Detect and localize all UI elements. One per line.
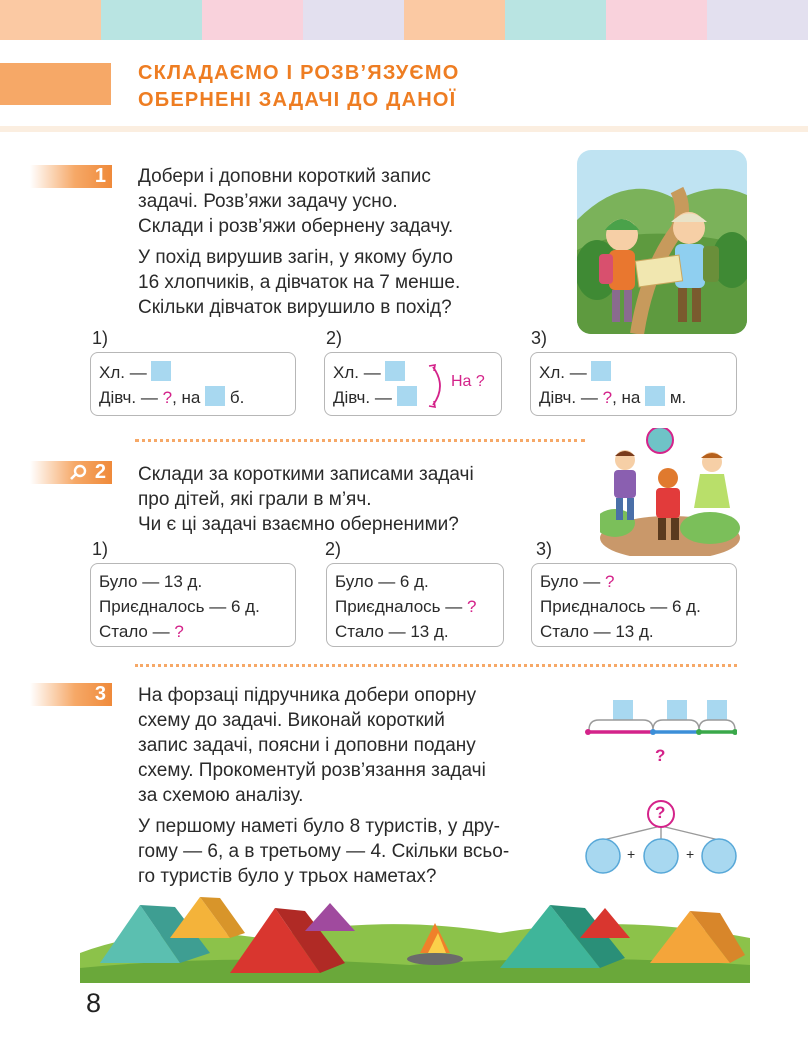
task-1-problem: 16 хлопчиків, а дівчаток на 7 менше. <box>138 272 461 293</box>
record-row: Було — 6 д. <box>335 572 429 591</box>
record-row: Було — 13 д. <box>99 572 203 591</box>
record-box-1 <box>90 563 296 647</box>
unit-label: б. <box>229 388 245 407</box>
analysis-tree-scheme <box>585 800 740 880</box>
girls-label: Дівч. — <box>99 388 158 407</box>
short-record-box-1 <box>90 352 296 416</box>
task-3-number: 3 <box>30 683 112 706</box>
dotted-divider <box>135 439 585 442</box>
record-box-3 <box>531 563 737 647</box>
unit-label: м. <box>669 388 687 407</box>
blank-square[interactable] <box>151 361 171 381</box>
task-3-problem: У першому наметі було 8 туристів, у дру- <box>138 816 500 837</box>
na-label: На <box>451 373 472 390</box>
header-tab <box>0 63 111 105</box>
stripe <box>101 0 202 40</box>
task-1-line: Добери і доповни короткий запис <box>138 166 431 187</box>
difference-note <box>451 373 485 391</box>
task-1-problem: Скільки дівчаток вирушило в похід? <box>138 297 452 318</box>
record-row: Приєдналось — 6 д. <box>540 597 701 616</box>
blank-circle[interactable] <box>702 839 736 873</box>
boys-label: Хл. — <box>333 363 381 382</box>
record-row: Стало — 13 д. <box>335 622 449 641</box>
blank-circle[interactable] <box>586 839 620 873</box>
task-1-text <box>138 164 460 320</box>
short-record-box-2 <box>324 352 502 416</box>
page-number: 8 <box>86 988 102 1018</box>
task-3-problem: го туристів було у трьох наметах? <box>138 866 437 887</box>
stripe <box>303 0 404 40</box>
task-3-problem: гому — 6, а в третьому — 4. Скільки всьо- <box>138 841 510 862</box>
comparison-arrow-icon <box>427 363 449 409</box>
stripe <box>707 0 808 40</box>
question-mark: ? <box>604 572 615 591</box>
task-3-line: за схемою аналізу. <box>138 785 304 806</box>
option-label: 1) <box>92 328 109 348</box>
segment-scheme <box>585 696 737 766</box>
stripe <box>0 0 101 40</box>
option-label: 3) <box>536 539 553 559</box>
na-label: , на <box>172 388 201 407</box>
blank-square[interactable] <box>645 386 665 406</box>
blank-circle[interactable] <box>644 839 678 873</box>
blank-square[interactable] <box>613 700 633 720</box>
task-2-line: про дітей, які грали в м’яч. <box>138 489 372 510</box>
task-1-line: задачі. Розв’яжи задачу усно. <box>138 191 398 212</box>
magnifier-icon <box>69 463 87 486</box>
option-label: 2) <box>325 539 342 559</box>
na-label: , на <box>612 388 641 407</box>
task-3-line: схему до задачі. Виконай короткий <box>138 710 445 731</box>
blank-square[interactable] <box>591 361 611 381</box>
girls-label: Дівч. — <box>539 388 598 407</box>
option-label: 3) <box>531 328 548 348</box>
task-2-line: Склади за короткими записами задачі <box>138 464 474 485</box>
record-row: Стало — 13 д. <box>540 622 654 641</box>
record-box-2 <box>326 563 504 647</box>
blank-square[interactable] <box>205 386 225 406</box>
record-row: Стало — <box>99 622 170 641</box>
record-row: Було — <box>540 572 601 591</box>
stripe <box>606 0 707 40</box>
record-row: Приєдналось — <box>335 597 463 616</box>
short-record-box-3 <box>530 352 737 416</box>
option-label: 2) <box>326 328 343 348</box>
task-3-line: схему. Прокоментуй розв’язання задачі <box>138 760 486 781</box>
task-3-text <box>138 683 509 889</box>
task-1-number: 1 <box>30 165 112 188</box>
boys-label: Хл. — <box>99 363 147 382</box>
task-3-line: На форзаці підручника добери опорну <box>138 685 477 706</box>
plus-sign: + <box>686 846 695 862</box>
question-mark: ? <box>162 388 173 407</box>
tents-campfire-illustration <box>80 893 750 983</box>
title-line-1: СКЛАДАЄМО І РОЗВ’ЯЗУЄМО <box>138 62 460 84</box>
task-2-text <box>138 462 474 537</box>
record-row: Приєдналось — 6 д. <box>99 597 260 616</box>
question-mark: ? <box>602 388 613 407</box>
blank-square[interactable] <box>397 386 417 406</box>
task-1-line: Склади і розв’яжи обернену задачу. <box>138 216 454 237</box>
girls-label: Дівч. — <box>333 388 392 407</box>
question-mark: ? <box>467 597 477 616</box>
tree-question-mark: ? <box>655 803 666 822</box>
task-2-number <box>30 461 112 484</box>
blank-square[interactable] <box>667 700 687 720</box>
stripe <box>404 0 505 40</box>
stripe <box>505 0 606 40</box>
task-2-number-text: 2 <box>94 461 106 483</box>
title-line-2: ОБЕРНЕНІ ЗАДАЧІ ДО ДАНОЇ <box>138 89 457 111</box>
task-1-problem: У похід вирушив загін, у якому було <box>138 247 453 268</box>
page-title <box>138 60 459 114</box>
question-mark: ? <box>174 622 184 641</box>
task-2-line: Чи є ці задачі взаємно оберненими? <box>138 514 459 535</box>
question-mark: ? <box>475 373 485 390</box>
option-label: 1) <box>92 539 109 559</box>
dotted-divider <box>135 664 737 667</box>
ball-game-illustration <box>600 428 740 556</box>
top-color-stripes <box>0 0 808 40</box>
hikers-illustration <box>577 150 747 334</box>
boys-label: Хл. — <box>539 363 587 382</box>
task-3-line: запис задачі, поясни і доповни подану <box>138 735 476 756</box>
blank-square[interactable] <box>385 361 405 381</box>
plus-sign: + <box>627 846 636 862</box>
scheme-question-mark: ? <box>655 746 666 765</box>
blank-square[interactable] <box>707 700 727 720</box>
stripe <box>202 0 303 40</box>
